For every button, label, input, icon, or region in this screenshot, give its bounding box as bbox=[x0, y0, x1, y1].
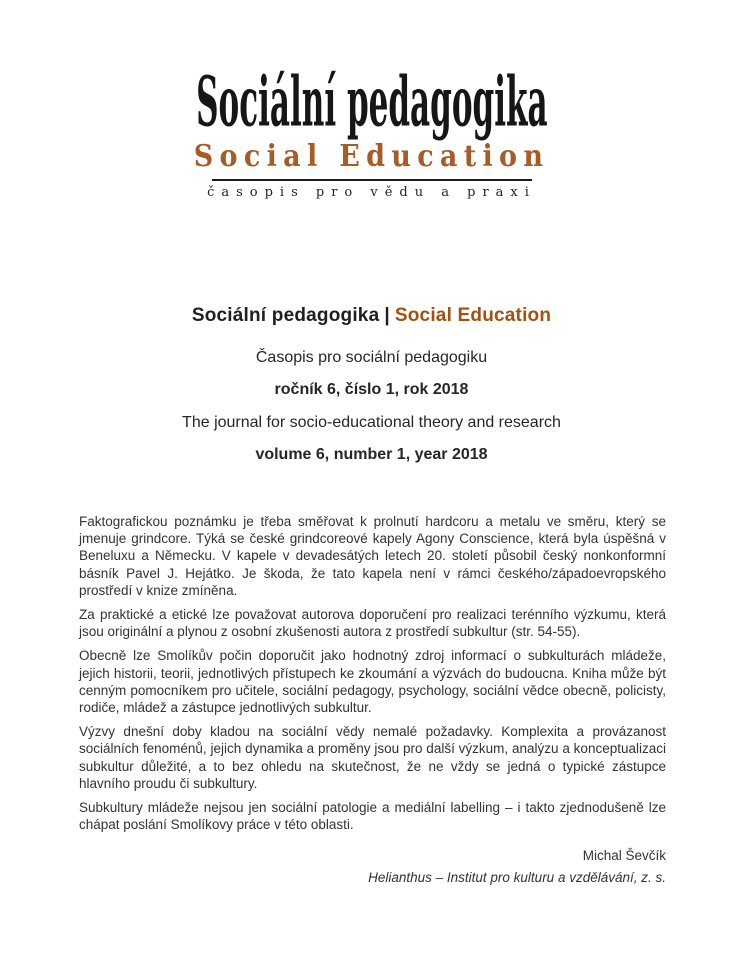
heading-czech: Sociální pedagogika bbox=[191, 304, 380, 326]
logo-title-wrap bbox=[0, 60, 743, 142]
body-paragraph: Výzvy dnešní doby kladou na sociální vědy nemalé požadavky. Komplexita a provázanost sociálních fenoménů, jejich dynamika a proměny jsou pro další výzkum, analýzu a konceptualizaci subkultur důležité, a to bez ohledu na skutečnost, že ne vždy se jedná o typické zástupce hlavního proudu či subkultury. bbox=[79, 724, 666, 791]
logo-tagline: časopis pro vědu a praxi bbox=[207, 185, 536, 200]
masthead-issue-english: volume 6, number 1, year 2018 bbox=[255, 445, 488, 463]
heading-separator: | bbox=[384, 304, 390, 326]
signature-author: Michal Ševčík bbox=[582, 848, 666, 863]
masthead-issue-czech: ročník 6, číslo 1, rok 2018 bbox=[274, 381, 469, 399]
body-paragraph: Obecně lze Smolíkův počin doporučit jako hodnotný zdroj informací o subkulturách mládeže, jejich historii, teorii, jednotlivých přístupech ke zkoumání a výzvách do budoucna. Kniha může být cenným pomocníkem pro učitele, sociální pedagogy, psychology, sociální vědce obecně, policisty, rodiče, mládež a zástupce jednotlivých subkultur. bbox=[79, 648, 666, 716]
masthead bbox=[0, 350, 743, 479]
body-paragraph: Za praktické a etické lze považovat autorova doporučení pro realizaci terénního výzkumu, která jsou originální a plynou z osobní zkušenosti autora z prostředí subkultur (str. 54-55). bbox=[79, 607, 666, 640]
signature-affiliation: Helianthus – Institut pro kulturu a vzdělávání, z. s. bbox=[368, 870, 666, 885]
page-heading bbox=[0, 305, 743, 327]
heading-english: Social Education bbox=[394, 304, 552, 326]
masthead-journal-czech: Časopis pro sociální pedagogiku bbox=[255, 349, 488, 366]
logo-divider bbox=[212, 179, 532, 181]
signature-block bbox=[368, 847, 666, 887]
review-body bbox=[79, 513, 666, 833]
body-paragraph: Faktografickou poznámku je třeba směřovat k prolnutí hardcoru a metalu ve směru, který se jmenuje grindcore. Týká se české grindcoreové kapely Agony Conscience, která byla úspěšná v Beneluxu a Německu. V kapele v devadesátých letech 20. století působil český nonkonformní básník Pavel J. Hejátko. Je škoda, že tato kapela není v rámci českého/západoevropského prostředí v knize zmíněna. bbox=[79, 514, 666, 598]
masthead-journal-english: The journal for socio-educational theory and research bbox=[182, 413, 561, 431]
logo-subtitle: Social Education bbox=[193, 139, 550, 174]
journal-logo bbox=[0, 60, 743, 200]
body-paragraph: Subkultury mládeže nejsou jen sociální patologie a mediální labelling – i takto zjednodušeně lze chápat poslání Smolíkovy práce v této oblasti. bbox=[79, 800, 666, 833]
logo-title: Sociální pedagogika bbox=[195, 60, 548, 142]
